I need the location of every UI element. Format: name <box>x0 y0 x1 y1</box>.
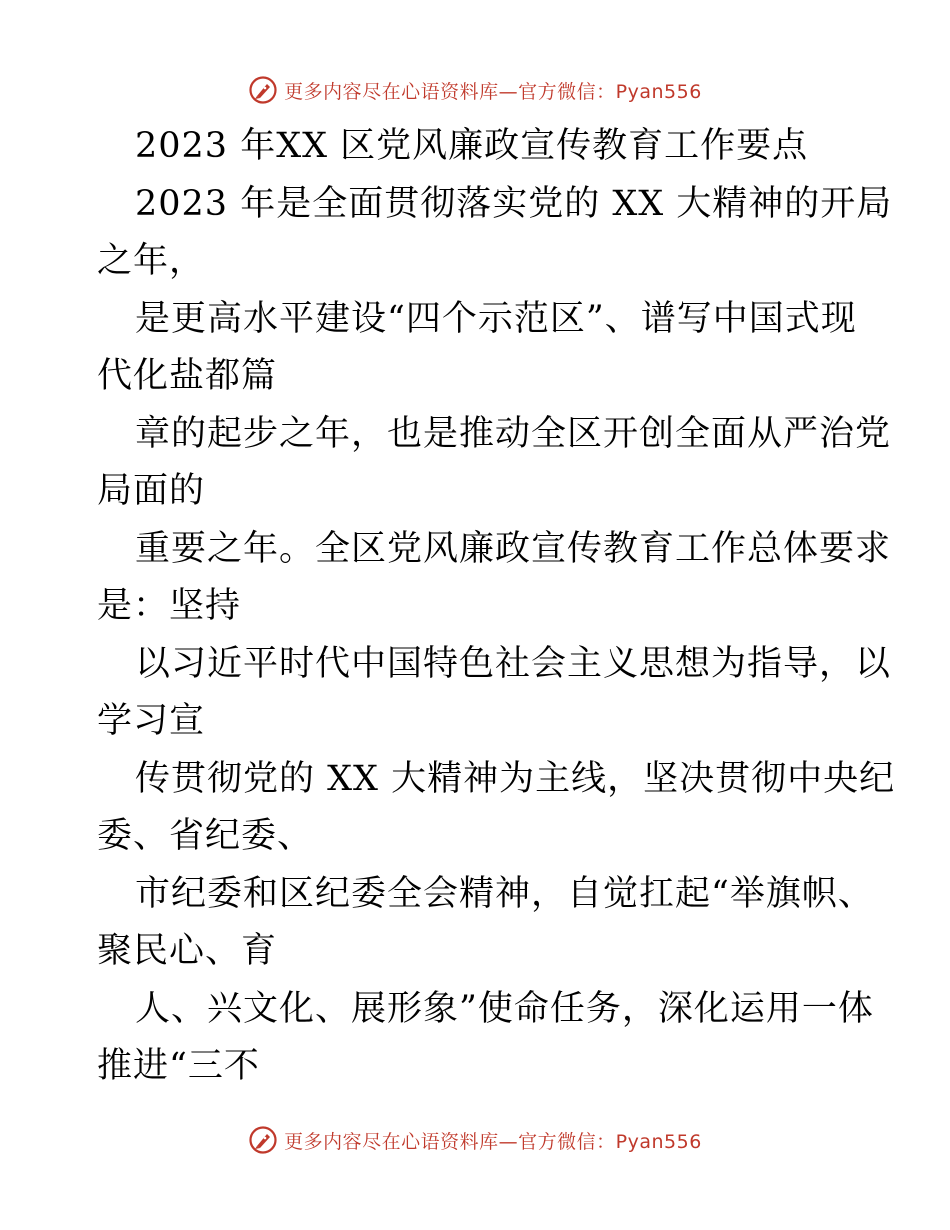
banner-text: 更多内容尽在心语资料库—官方微信：Pyan556 <box>284 1130 702 1153</box>
text-line: 2023 年XX 区党风廉政宣传教育工作要点 <box>135 126 809 166</box>
text-line: 章的起步之年，也是推动全区开创全面从严治党 <box>135 413 892 454</box>
text-line: 委、省纪委、 <box>97 816 314 856</box>
text-line: 局面的 <box>97 471 206 511</box>
text-line: 以习近平时代中国特色社会主义思想为指导，以 <box>135 643 892 684</box>
text-line: 推进“三不 <box>97 1046 260 1086</box>
text-line: 之年， <box>97 241 206 281</box>
banner-text: 更多内容尽在心语资料库—官方微信：Pyan556 <box>284 80 702 103</box>
text-line: 市纪委和区纪委全会精神，自觉扛起“举旗帜、 <box>135 873 874 914</box>
text-line: 人、兴文化、展形象”使命任务，深化运用一体 <box>135 988 874 1029</box>
footer-banner <box>0 1120 950 1160</box>
text-line: 2023 年是全面贯彻落实党的 XX 大精神的开局 <box>135 183 893 224</box>
header-banner <box>0 70 950 110</box>
text-line: 聚民心、育 <box>97 931 278 971</box>
text-line: 是更高水平建设“四个示范区”、谱写中国式现 <box>135 298 857 339</box>
text-line: 重要之年。全区党风廉政宣传教育工作总体要求 <box>135 528 892 569</box>
text-line: 传贯彻党的 XX 大精神为主线，坚决贯彻中央纪 <box>135 758 896 799</box>
text-line: 是：坚持 <box>97 586 242 626</box>
pen-quill-logo-icon <box>248 75 278 105</box>
pen-quill-logo-icon <box>248 1125 278 1155</box>
text-line: 学习宣 <box>97 701 206 741</box>
text-line: 代化盐都篇 <box>97 356 278 396</box>
document-body <box>97 118 896 1096</box>
